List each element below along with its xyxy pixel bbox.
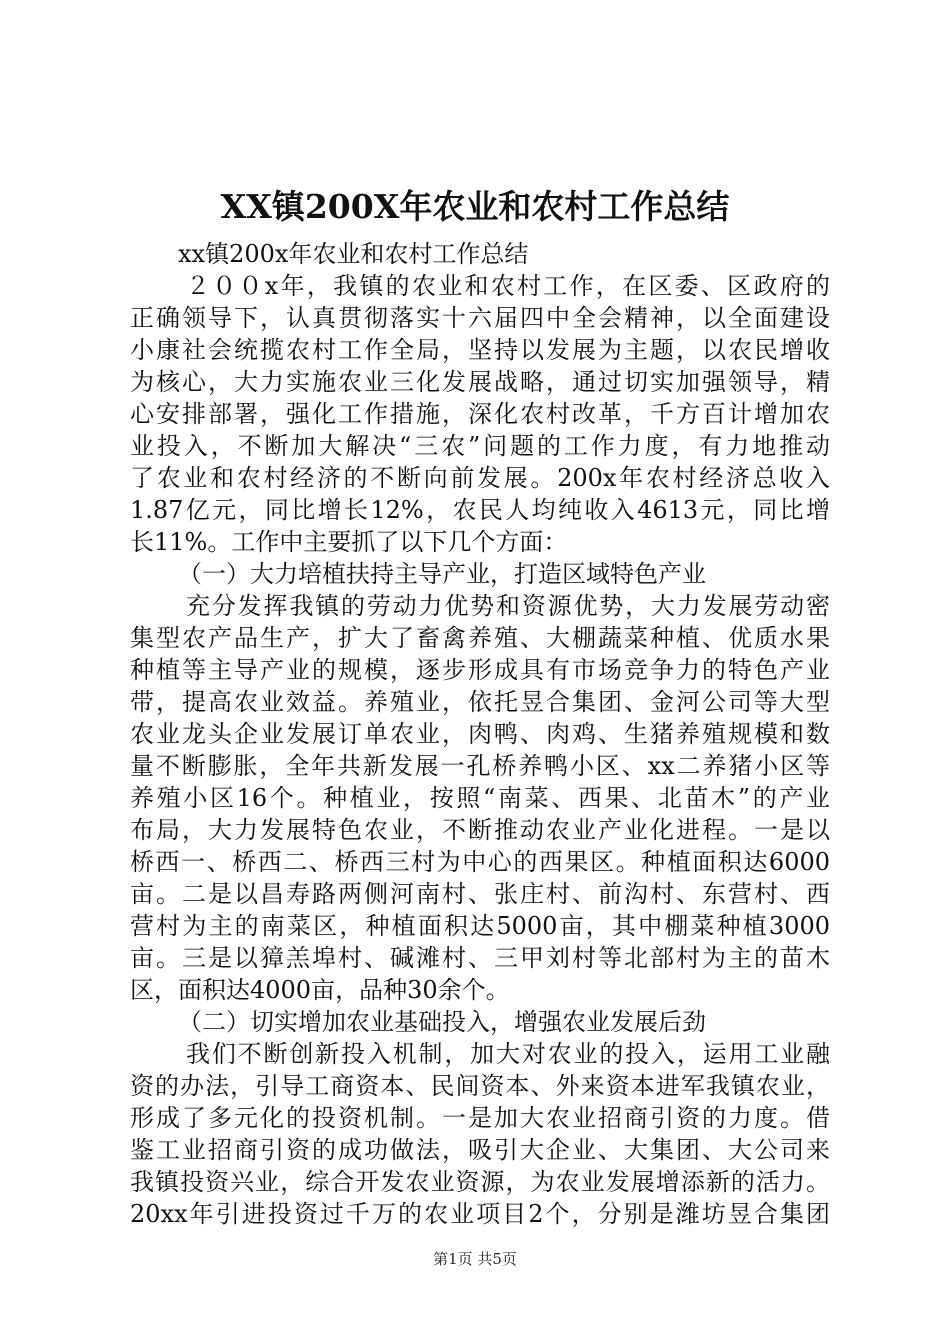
text-line: 了农业和农村经济的不断向前发展。200x年农村经济总收入 bbox=[130, 464, 830, 492]
text-line: 亩。三是以獐羔埠村、碱滩村、三甲刘村等北部村为主的苗木 bbox=[130, 944, 830, 972]
text-line: 区，面积达4000亩，品种30余个。 bbox=[130, 976, 510, 1004]
text-line: 鉴工业招商引资的成功做法，吸引大企业、大集团、大公司来 bbox=[130, 1136, 830, 1164]
text-line: 小康社会统揽农村工作全局，坚持以发展为主题，以农民增收 bbox=[130, 336, 830, 364]
text-line: 长11%。工作中主要抓了以下几个方面： bbox=[130, 528, 568, 556]
text-line: （二）切实增加农业基础投入，增强农业发展后劲 bbox=[178, 1008, 706, 1036]
text-line: 集型农产品生产，扩大了畜禽养殖、大棚蔬菜种植、优质水果 bbox=[130, 624, 830, 652]
text-line: 业投入，不断加大解决“三农”问题的工作力度，有力地推动 bbox=[130, 432, 830, 460]
document-title: XX镇200X年农业和农村工作总结 bbox=[220, 187, 730, 226]
text-line: （一）大力培植扶持主导产业，打造区域特色产业 bbox=[178, 560, 706, 588]
text-line: 养殖小区16个。种植业，按照“南菜、西果、北苗木”的产业 bbox=[130, 784, 830, 812]
text-line: 种植等主导产业的规模，逐步形成具有市场竞争力的特色产业 bbox=[130, 656, 830, 684]
text-line: 我们不断创新投入机制，加大对农业的投入，运用工业融 bbox=[186, 1040, 830, 1068]
text-line: 亩。二是以昌寿路两侧河南村、张庄村、前沟村、东营村、西 bbox=[130, 880, 830, 908]
text-line: 量不断膨胀，全年共新发展一孔桥养鸭小区、xx二养猪小区等 bbox=[130, 752, 830, 780]
text-line: 资的办法，引导工商资本、民间资本、外来资本进军我镇农业， bbox=[130, 1072, 830, 1100]
text-line: 带，提高农业效益。养殖业，依托昱合集团、金河公司等大型 bbox=[130, 688, 830, 716]
text-line: 布局，大力发展特色农业，不断推动农业产业化进程。一是以 bbox=[130, 816, 830, 844]
text-line: 形成了多元化的投资机制。一是加大农业招商引资的力度。借 bbox=[130, 1104, 830, 1132]
page-footer: 第1页 共5页 bbox=[433, 1250, 517, 1268]
text-line: 心安排部署，强化工作措施，深化农村改革，千方百计增加农 bbox=[130, 400, 830, 428]
text-line: 为核心，大力实施农业三化发展战略，通过切实加强领导，精 bbox=[130, 368, 830, 396]
text-line: xx镇200x年农业和农村工作总结 bbox=[178, 240, 529, 268]
text-line: 1.87亿元，同比增长12%，农民人均纯收入4613元，同比增 bbox=[130, 496, 830, 524]
text-line: 我镇投资兴业，综合开发农业资源，为农业发展增添新的活力。 bbox=[130, 1168, 830, 1196]
text-line: 营村为主的南菜区，种植面积达5000亩，其中棚菜种植3000 bbox=[130, 912, 830, 940]
text-line: 桥西一、桥西二、桥西三村为中心的西果区。种植面积达6000 bbox=[130, 848, 830, 876]
text-line: 正确领导下，认真贯彻落实十六届四中全会精神，以全面建设 bbox=[130, 304, 830, 332]
text-line: 充分发挥我镇的劳动力优势和资源优势，大力发展劳动密 bbox=[186, 592, 830, 620]
text-line: ２００x年，我镇的农业和农村工作，在区委、区政府的 bbox=[186, 272, 830, 300]
document-body bbox=[130, 238, 830, 1230]
text-line: 农业龙头企业发展订单农业，肉鸭、肉鸡、生猪养殖规模和数 bbox=[130, 720, 830, 748]
text-line: 20xx年引进投资过千万的农业项目2个，分别是潍坊昱合集团 bbox=[130, 1200, 830, 1228]
